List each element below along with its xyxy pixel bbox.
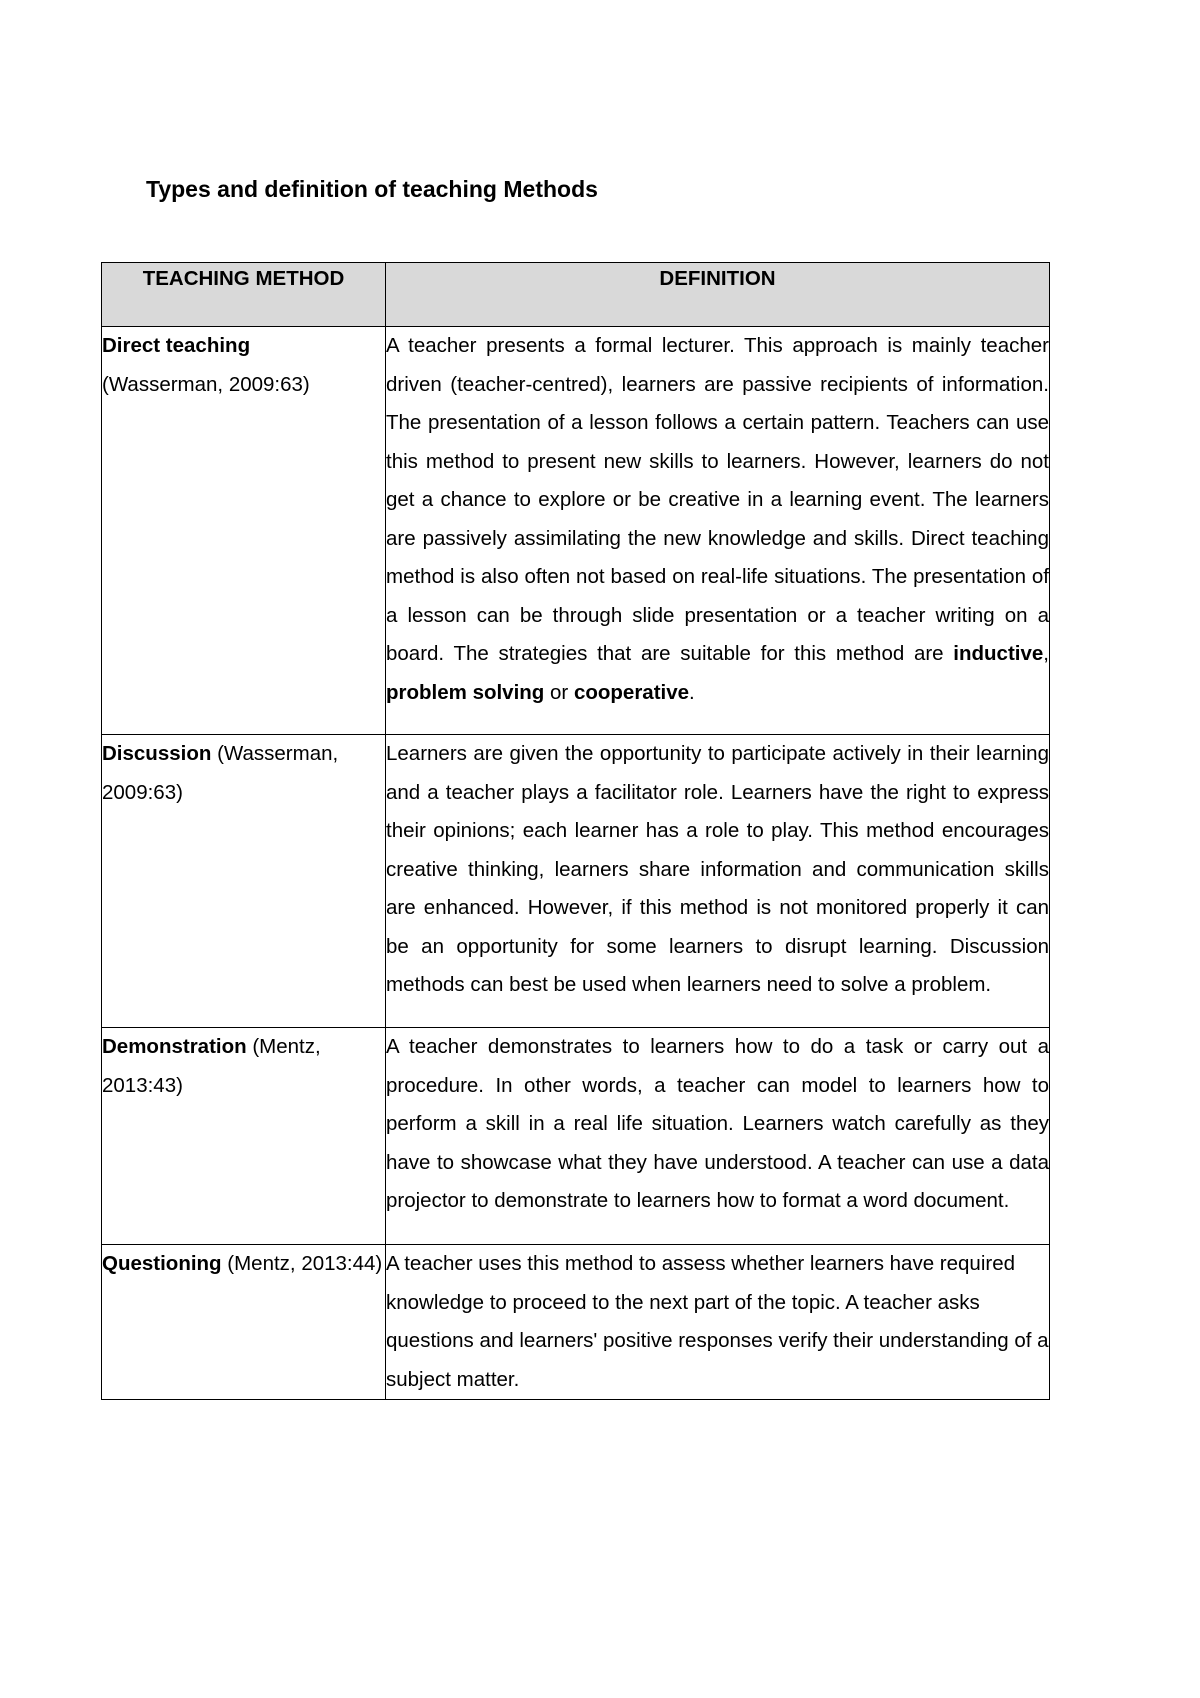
teaching-methods-table [101,262,1050,1400]
strategy-problem-solving: problem solving [386,680,545,704]
strategy-cooperative: cooperative [573,680,690,704]
method-cell [102,1245,386,1400]
definition-text: A teacher demonstrates to learners how to do a task or carry out a procedure. In other words, a teacher can model to learners how to perform a skill in a real life situation. Learners watch carefully as they have to showcase what they have understood. A teacher can use a data projector to demonstrate to learners how to format a word document. [386,1035,1049,1212]
definition-text: A teacher presents a formal lecturer. This approach is mainly teacher driven (teacher-centred), learners are passive recipients of information. The presentation of a lesson follows a certain pattern. Teachers can use this method to present new skills to learners. However, learners do not get a chance to explore or be creative in a learning event. The learners are passively assimilating the new knowledge and skills. Direct teaching method is also often not based on real-life situations. The presentation of a lesson can be through slide presentation or a teacher writing on a board. The strategies that are suitable for this method are [386,334,1049,665]
method-name: Questioning [102,1252,222,1275]
header-definition: DEFINITION [386,263,1050,327]
method-name: Demonstration [102,1035,247,1058]
definition-cell [386,1028,1050,1245]
table-header-row [102,263,1050,327]
table-row [102,1245,1050,1400]
method-cell [102,1028,386,1245]
method-cell [102,735,386,1028]
method-cell [102,327,386,735]
table-row [102,327,1050,735]
sentence-end: . [689,680,695,704]
definition-cell [386,1245,1050,1400]
definition-text: Learners are given the opportunity to participate actively in their learning and a teacher plays a facilitator role. Learners have the right to express their opinions; each learner has a role to play. This method encourages creative thinking, learners share information and communication skills are enhanced. However, if this method is not monitored properly it can be an opportunity for some learners to disrupt learning. Discussion methods can best be used when learners need to solve a problem. [386,742,1049,996]
header-teaching-method: TEACHING METHOD [102,263,386,327]
separator: or [544,680,574,704]
method-name: Direct teaching [102,334,251,357]
definition-cell [386,735,1050,1028]
document-title: Types and definition of teaching Methods [146,176,598,202]
strategy-inductive: inductive [953,642,1044,665]
separator: , [1043,642,1049,665]
method-name: Discussion [102,742,212,765]
definition-text: A teacher uses this method to assess whether learners have required knowledge to proceed to the next part of the topic. A teacher asks questions and learners' positive responses verify their understanding of a subject matter. [386,1252,1049,1391]
method-citation: (Mentz, 2013:43) [102,1035,321,1097]
method-citation: (Mentz, 2013:44) [221,1252,383,1275]
method-citation: (Wasserman, 2009:63) [102,742,339,804]
table-row [102,1028,1050,1245]
table-row [102,735,1050,1028]
definition-cell [386,327,1050,735]
method-citation: (Wasserman, 2009:63) [102,372,310,396]
